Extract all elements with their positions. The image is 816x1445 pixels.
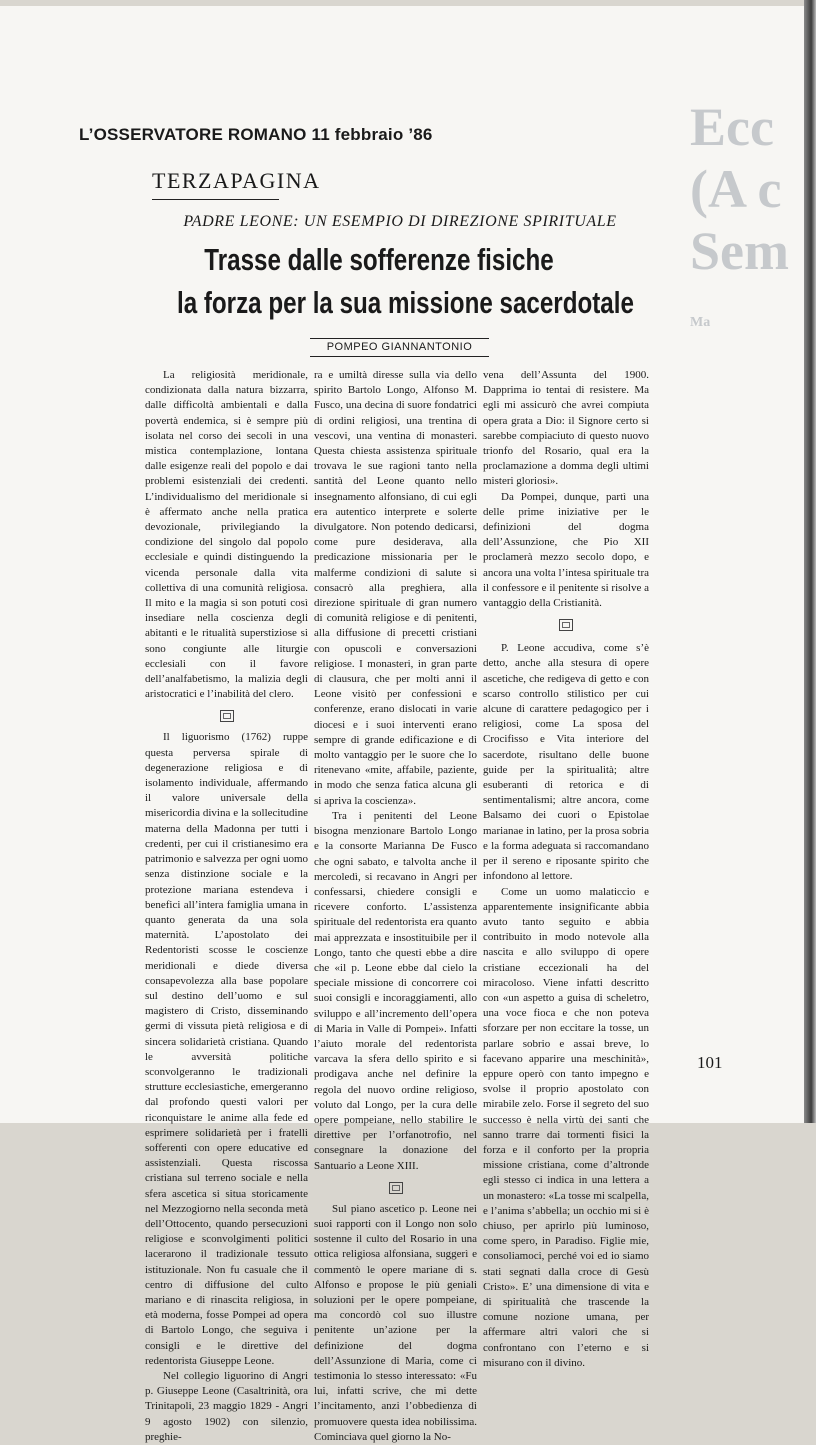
section-divider-icon: [559, 619, 573, 631]
paragraph: La religiosità meridionale, condizionata dalla natura bizzarra, dalle difficoltà ambientali e dalla povertà endemica, si è sempre più isolata nel corso dei secoli in una mistica contemplazione, lontana dalle esigenze reali del popolo e dai problemi esistenziali dei credenti. L’individualismo del meridionale si è affermato anche nella pratica devozionale, privilegiando la condizione del singolo dal popolo ecclesiale e quindi distinguendo la vicenda personale dalla vita collettiva di una comunità religiosa. Il mito e la magia si son potuti così insediare nella coscienza degli abitanti e le ritualità superstiziose si sono congiunte alle liturgie ecclesiali con il favore dell’analfabetismo, la malizia degli aristocratici e l’inabilità del clero.: [145, 369, 308, 701]
section-title: TERZAPAGINA: [152, 168, 321, 193]
paragraph: Come un uomo malaticcio e apparentemente insignificante abbia avuto tanto seguito e abbia contribuito in modo notevole alla nascita e allo sviluppo di opere cristiane eccezionali ha del miracoloso. Viene infatti descritto con «un aspetto a guisa di scheletro, una voce fioca e che non poteva sforzare per non eccitare la tosse, un parlare sobrio e assai breve, lo facevano apparire una meschinità», eppure operò con tanto impegno e svolse il proprio apostolato con mirabile zelo. Forse il segreto del suo successo è nella virtù dei santi che sanno trarre dai tormenti fisici la forza e il conforto per la propria missione cristiana, come d’altronde egli stesso ci indica in una lettera a un monastero: «La tosse mi scalpella, e l’anima s’abbella; un occhio mi si è chiuso, per aprirlo più luminoso, come spero, in Paradiso. Figlie mie, consoliamoci, perché voi ed io siamo stati segnati dalla croce di Gesù Cristo». E’ una dimensione di vita e di spiritualità che trascende la comune nozione umana, per affermare altri valori che si confrontano con l’eterno e si misurano con il divino.: [483, 885, 649, 1369]
newspaper-page: [0, 6, 806, 1443]
paragraph: P. Leone accudiva, come s’è detto, anche alla stesura di opere ascetiche, che redigeva di getto e con scarso controllo stilistico per cui alcune di carattere pedagogico per i religiosi, come La sposa del Crocifisso e Vita interiore del sacerdote, risultano delle buone guide per la spiritualità; altre esuberanti di retorica e di sentimentalismi; altre ancora, come Balsamo dei cuori o Epistolae marianae in latino, per la prosa sobria e la forma adeguata si raccomandano per il sereno e riposante spirito che infondono al lettore.: [483, 642, 649, 883]
author-rule-bottom: [310, 356, 489, 357]
paragraph: Il liguorismo (1762) ruppe questa perversa spirale di degenerazione religiosa e di isolamento individuale, affermando il valore universale della misericordia divina e la sollecitudine materna della Madonna per tutti i credenti, per cui il cristianesimo era patrimonio e salvezza per ogni uomo senza distinzione sociale e la protezione mariana estendeva i benefici all’intera famiglia umana in quanto generata da una sola maternità. L’apostolato dei Redentoristi scosse le coscienze meridionali e diede diversa consapevolezza alla base popolare sul destino dell’uomo e sul magistero di Cristo, disseminando germi di vissuta pietà religiosa e di sincera solidarietà cristiana. Quando le avversità politiche sconvolgeranno le tradizionali strutture ecclesiastiche, emergeranno dal profondo questi valori per riconquistare le anime alla fede ed esprimere solidarietà per i fratelli sofferenti con opere educative ed assistenziali. Questa riscossa cristiana sul terreno sociale e nella sfera ascetica si situa storicamente nel Mezzogiorno nella seconda metà dell’Ottocento, quando persecuzioni religiose e sconvolgimenti politici lacerarono il tradizionale tessuto istituzionale. Non fu casuale che il centro di diffusione del culto mariano e di rinascita religiosa, in età moderna, fosse Pompei ad opera di Bartolo Longo, che seguiva i consigli e le direttive del redentorista Giuseppe Leone.: [145, 731, 308, 1367]
bleed-through-reverse-side: Ecc (A c Sem Ma: [690, 97, 789, 330]
author-byline: POMPEO GIANNANTONIO: [326, 341, 473, 353]
paragraph: Sul piano ascetico p. Leone nei suoi rapporti con il Longo non solo sostenne il culto del Rosario in una ottica religiosa alfonsiana, suggerì e commentò le opere mariane di s. Alfonso e propose le più geniali soluzioni per le opere pompeiane, ma concordò col suo illustre penitente un’azione per la definizione del dogma dell’Assunzione di Maria, come ci testimonia lo stesso interessato: «Fu lui, infatti scrive, che mi dette l’incitamento, anzi l’obbedienza di promuovere questa idea nobilissima. Cominciava quel giorno la No-: [314, 1202, 477, 1443]
headline-line-2: la forza per la sua missione sacerdotale: [176, 285, 634, 320]
paragraph: ra e umiltà diresse sulla via dello spirito Bartolo Longo, Alfonso M. Fusco, una decina di suore fondatrici di ordini religiosi, una trentina di vescovi, una ventina di monasteri. Questa chiesta assistenza spirituale trovava le sue ragioni tanto nella santità del Leone quanto nello insegnamento alfonsiano, di cui egli era autentico interprete e solerte divulgatore. Non potendo dedicarsi, come pure desiderava, alla predicazione missionaria per le malferme condizioni di salute si consacrò alla preghiera, alla direzione spirituale di gran numero di comunità religiose e di penitenti, alla diffusione di precetti cristiani con opuscoli e conversazioni religiose. I monasteri, in gran parte di clausura, che per molti anni il Leone visitò per confessioni e conferenze, erano dislocati in varie diocesi e i suoi interventi erano sempre di grande edificazione e di molto vantaggio per le suore che lo ritenevano «mite, affabile, paziente, in modo che senza fatica alcuna gli si apriva la coscienza».: [314, 369, 477, 807]
section-divider-icon: [389, 1182, 403, 1194]
paragraph: Nel collegio liguorino di Angri p. Giuseppe Leone (Casaltrinità, ora Trinitapoli, 23 maggio 1829 - Angri 9 agosto 1902) con silenzio, preghie-: [145, 1370, 308, 1443]
article-column-1: [145, 368, 308, 1445]
section-divider-icon: [220, 710, 234, 722]
article-column-3: [483, 368, 649, 1371]
paragraph: Tra i penitenti del Leone bisogna menzionare Bartolo Longo e la consorte Marianna De Fusco che ogni sabato, e talvolta anche il mercoledì, si recavano in Angri per confessarsi, chiedere consigli e ricevere conforto. L’assistenza spirituale del redentorista era quanto mai apprezzata e insostituibile per il Longo, tanto che questi ebbe a dire che «il p. Leone ebbe dal cielo la speciale missione di concorrere coi suoi consigli e incoraggiamenti, allo sviluppo e all’incremento dell’opera di Maria in Valle di Pompei». Infatti l’aiuto morale del redentorista varcava la sfera dello spirito e si prodigava anche nel definire la regola del nuovo ordine religioso, voluto dal Longo, per la cura delle opere pompeiane, nello stabilire le direttive per l’orfanotrofio, nel consegnare la donazione del Santuario a Leone XIII.: [314, 809, 477, 1172]
article-column-2: [314, 368, 477, 1445]
section-rule: [152, 199, 279, 200]
kicker: PADRE LEONE: UN ESEMPIO DI DIREZIONE SPIRITUALE: [183, 213, 617, 230]
paragraph: Da Pompei, dunque, partì una delle prime iniziative per le definizioni del dogma dell’Assunzione, che Pio XII proclamerà mezzo secolo dopo, e ancora una volta l’intesa spirituale tra il confessore e il penitente si risolve a vantaggio della Cristianità.: [483, 490, 649, 610]
binding-edge: [804, 0, 816, 1123]
paragraph: vena dell’Assunta del 1900. Dapprima io tentai di resistere. Ma egli mi assicurò che avrei compiuta opera grata a Dio: il Signore certo si sarebbe compiaciuto di questo nuovo trionfo del Rosario, qual era la proclamazione a domma degli ultimi misteri gloriosi».: [483, 369, 649, 488]
author-rule-top: [310, 338, 489, 339]
headline-line-1: Trasse dalle sofferenze fisiche: [204, 242, 554, 277]
headline: [176, 238, 634, 324]
masthead: L’OSSERVATORE ROMANO 11 febbraio ’86: [79, 125, 433, 144]
page-number: 101: [697, 1053, 723, 1072]
